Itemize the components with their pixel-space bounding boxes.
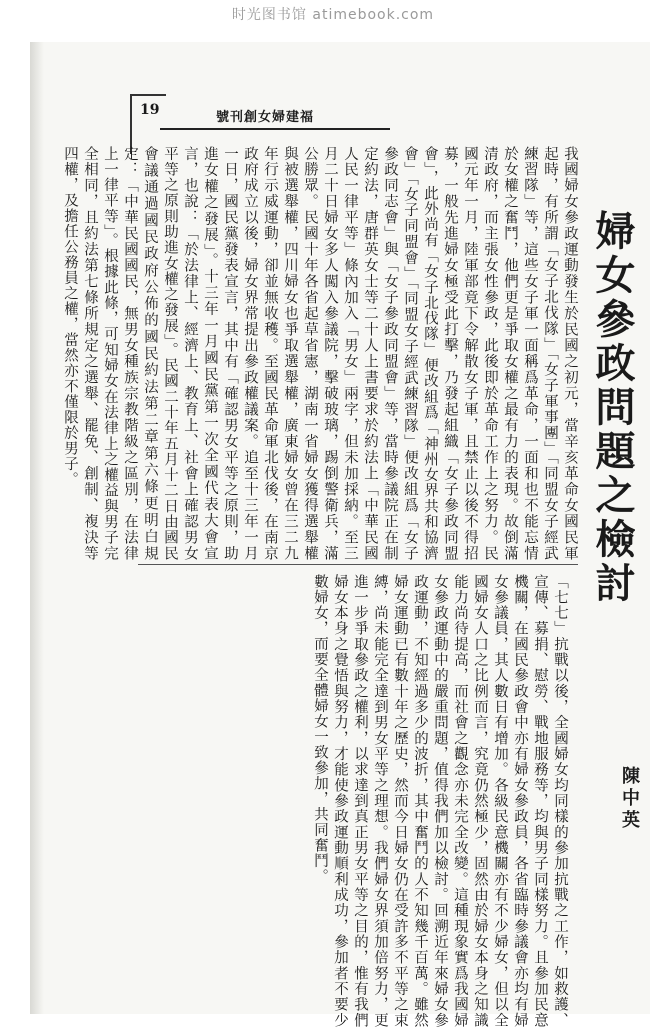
page-number: 19 xyxy=(140,102,160,118)
body-text-upper: 我國婦女參政運動發生於民國之初元，當辛亥革命女國民軍起時，有所謂「女子北伐隊」「女子軍事團」「同盟女子經武練習隊」等，這些女子軍一面稱爲革命，一面和也不能忘情於女權之奮鬥，他們更是爭取女權之最有力的表現。故倒滿清政府，而主張女性參政，此後即於革命工作上之努力。民國元年一月，陸軍部竟下令解散女子軍，且禁止以後不得招募，一般先進婦女極受此打擊，乃發起組織「女子參政同盟會」，此外尚有「女子北伐隊」便改組爲「神州女界共和協濟會」「女子同盟會」「同盟女子經武練習隊」便改組爲「女子參政同志會」與「女子參政同盟會」等，當時參議院正在制定約法，唐群英女士等二十人上書要求於約法上「中華民國人民一律平等」條內加入「男女」兩字，但未加採納。至三月二十日婦女多人闖入參議院，擊破玻璃，踢倒警衛兵，滿公勝眾。民國十年各省起草省憲，湖南一省婦女獲得選舉權與被選舉權，四川婦女也爭取選舉權，廣東婦女曾在三二九年行示威運動，卻並無收穫。至國民革命軍北伐後，在南京政府成立以後，婦女界常提出參政權議案。追至十三年一月一日，國民黨發表宣言，其中有「確認男女平等之原則，助進女權之發展」。十三年一月國民黨第一次全國代表大會宣言，也說：「於法律上、經濟上、教育上、社會上確認男女平等之原則助進女權之發展」。民國二十年五月十二日由國民會議通過國民政府公佈的國民約法第二章第六條更明白規定：「中華民國國民，無男女種族宗教階級之區別，在法律上一律平等」。根據此條，可知婦女在法律上之權益與男子完全相同，且約法第七條所規定之選舉、罷免、創制、複決等四權，及擔任公務員之權，當然亦不僅限於男子。 xyxy=(62,146,578,561)
body-text-lower: 「七七」抗戰以後，全國婦女均同樣的參加抗戰之工作，如救護、宣傳、募捐、慰勞、戰地服務等，均與男子同樣努力。且參加民意機關，在國民參政會中亦有婦女參政員，各省臨時參議會亦均有婦女參議員，其人數日有增加。各級民意機關亦有不少婦女，但以全國婦女人口之比例而言，究竟仍然極少，固然由於婦女本身之知識能力尚待提高，而社會之觀念亦未完全改變。這種現象實爲我國婦女參政運動中的嚴重問題，值得我們加以檢討。回溯近年來婦女參政運動，不知經過多少的波折，其中奮鬥的人不知幾千百萬。雖然婦女運動已有數十年之歷史，然而今日婦女仍在受許多不平等之束縛，尚未能完全達到男女平等之理想。我們婦女界須加倍努力，更進一步爭取參政之權利，以求達到真正男女平等之目的，惟有我們婦女本身之覺悟與努力，才能使參政運動順利成功，參加者不要少數婦女，而要全體婦女一致參加，共同奮鬥。 xyxy=(312,574,568,1028)
scanned-page xyxy=(30,42,650,1028)
article-author: 陳中英 xyxy=(619,766,640,832)
page-binding-shadow xyxy=(30,42,44,1014)
running-head: 號刊創女婦建福 xyxy=(216,110,315,125)
header-rule xyxy=(160,128,390,130)
section-divider xyxy=(138,564,578,565)
site-watermark-header: 时光图书馆 atimebook.com xyxy=(231,7,435,23)
article-title: 婦女參政問題之檢討 xyxy=(589,210,636,606)
